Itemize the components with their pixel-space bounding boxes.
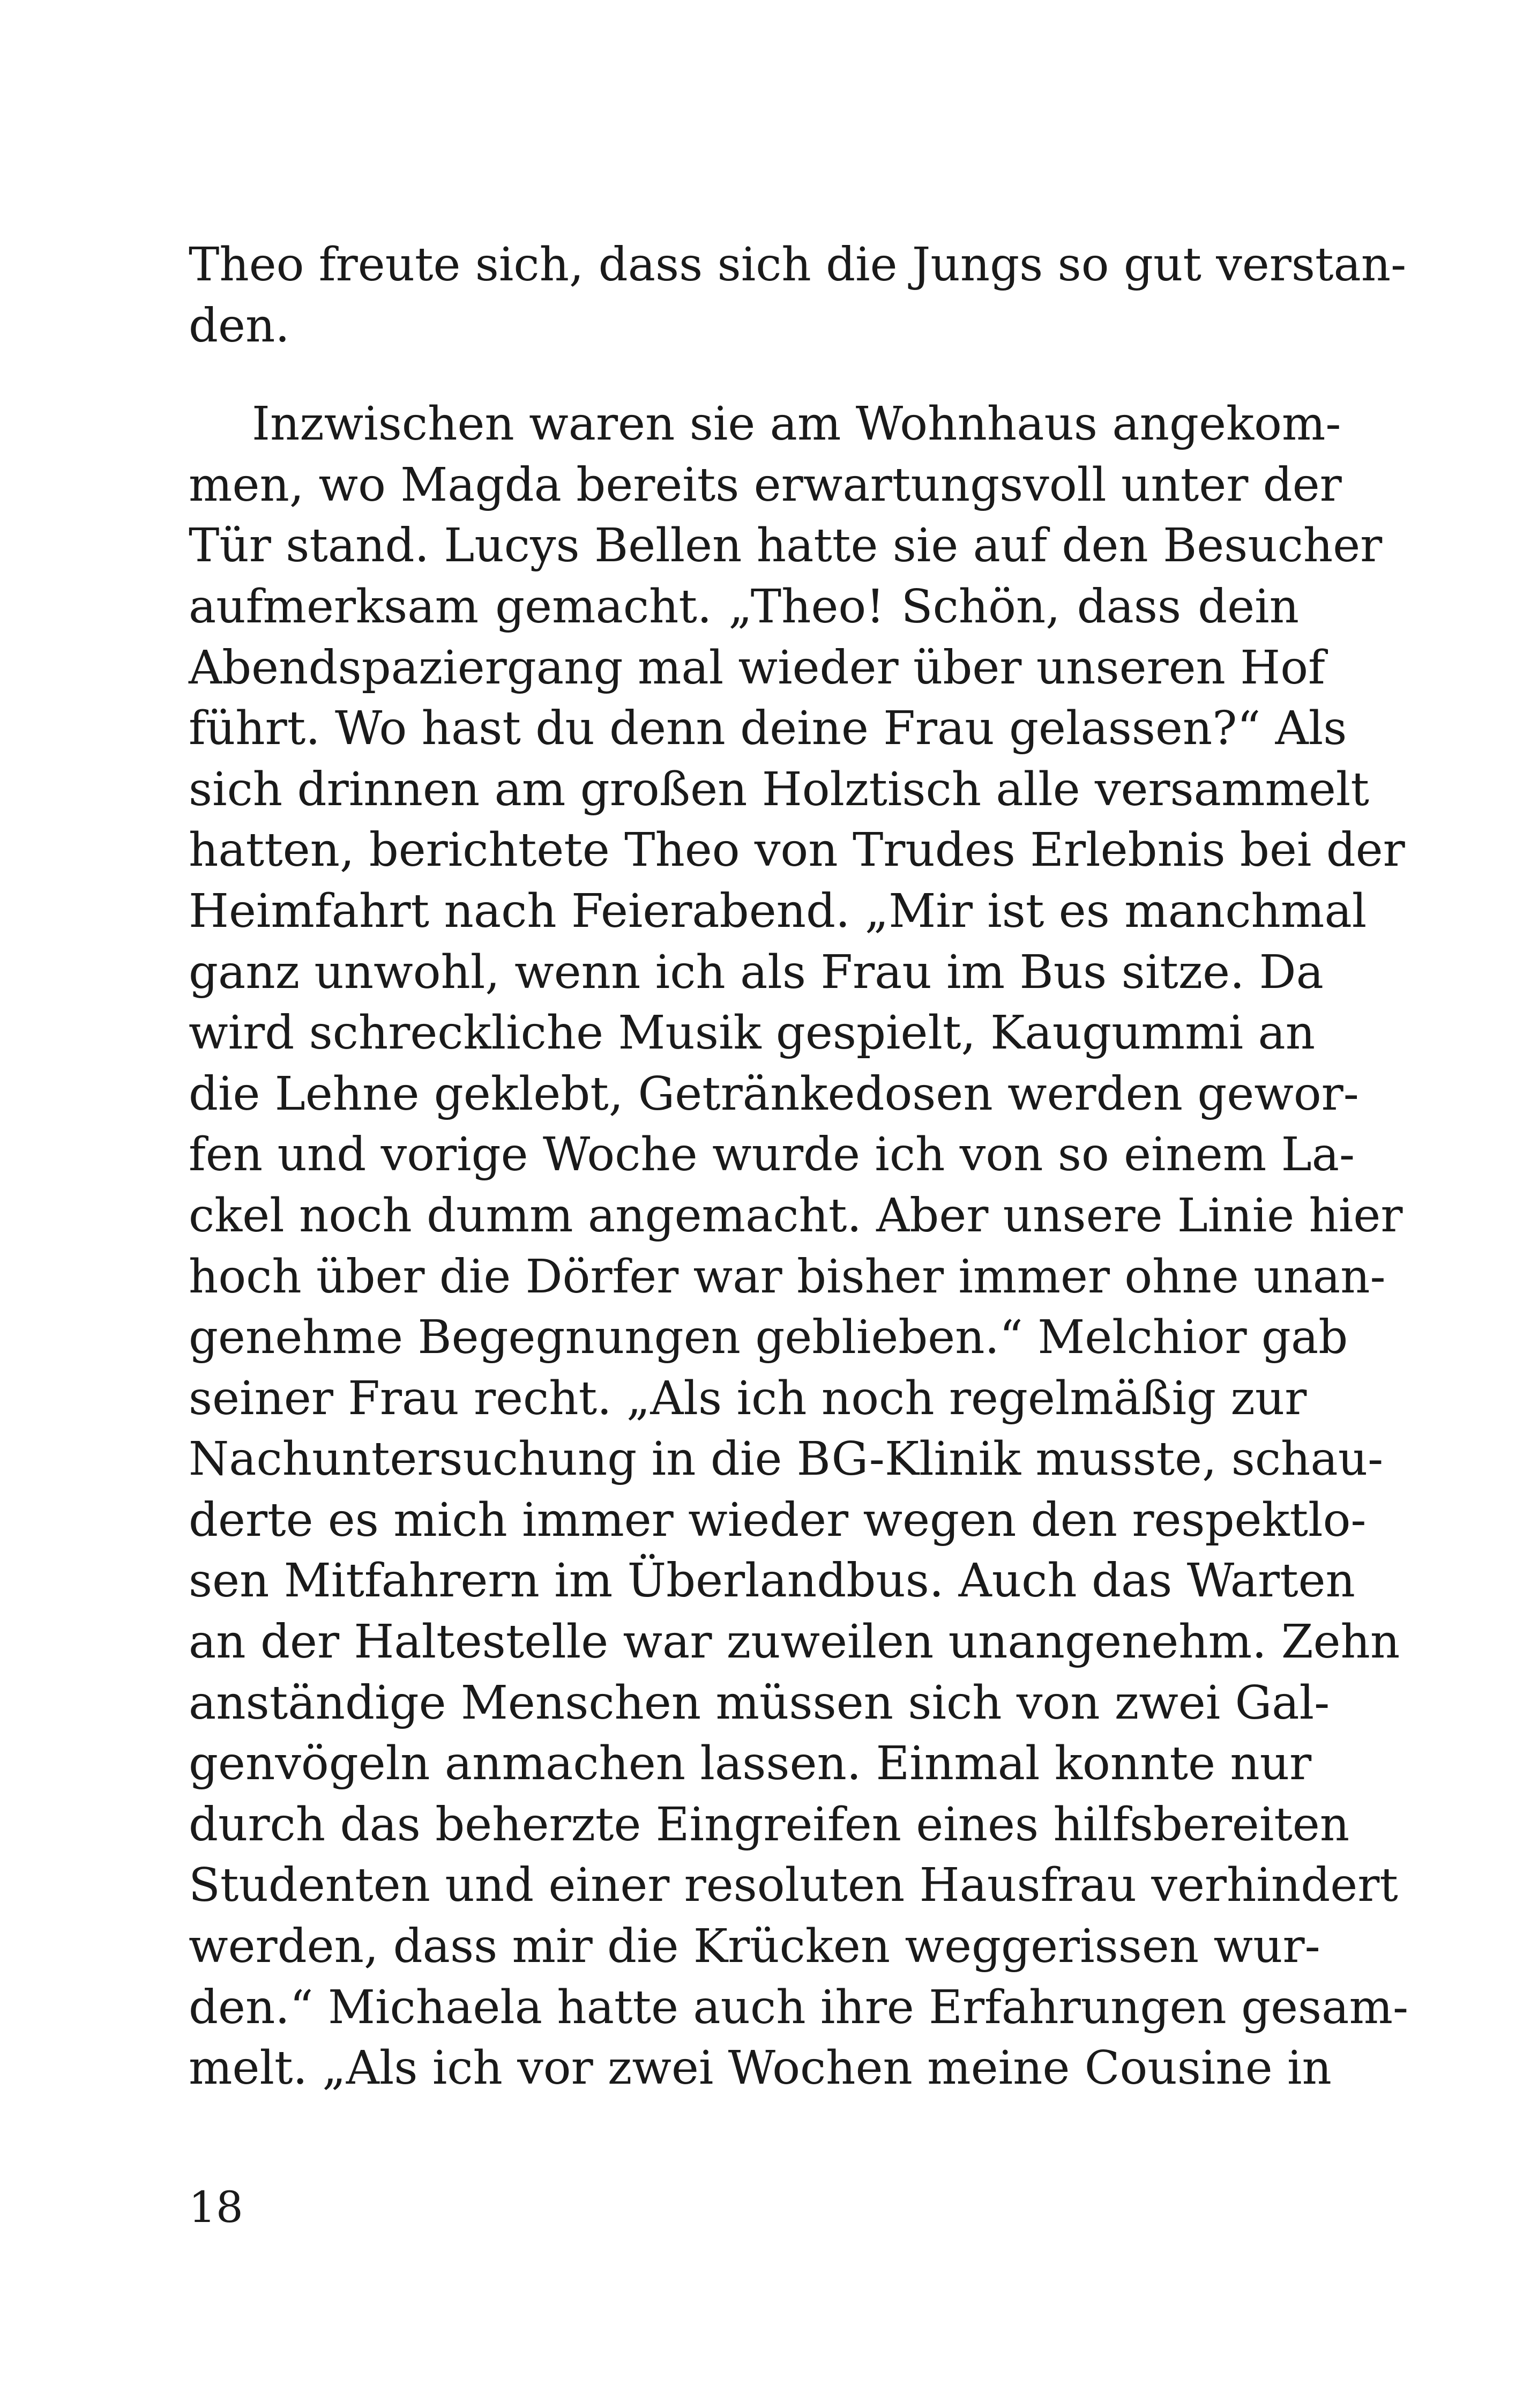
text-line: Heimfahrt nach Feierabend. „Mir ist es manchmal <box>189 884 1367 938</box>
text-line: führt. Wo hast du denn deine Frau gelassen?“ Als <box>189 702 1347 756</box>
paragraph-spacing <box>189 356 1299 394</box>
text-line: durch das beherzte Eingreifen eines hilfsbereiten <box>189 1797 1350 1852</box>
text-line: seiner Frau recht. „Als ich noch regelmäßig zur <box>189 1371 1307 1425</box>
text-line: wird schreckliche Musik gespielt, Kaugummi an <box>189 1006 1316 1060</box>
text-line: men, wo Magda bereits erwartungsvoll unter der <box>189 458 1342 512</box>
text-line: melt. „Als ich vor zwei Wochen meine Cousine in <box>189 2041 1332 2095</box>
text-line: sich drinnen am großen Holztisch alle versammelt <box>189 762 1369 816</box>
text-line: aufmerksam gemacht. „Theo! Schön, dass dein <box>189 579 1299 634</box>
text-line: derte es mich immer wieder wegen den respektlo- <box>189 1493 1367 1547</box>
text-line: Inzwischen waren sie am Wohnhaus angekom- <box>252 397 1341 451</box>
text-line: die Lehne geklebt, Getränkedosen werden gewor- <box>189 1067 1359 1121</box>
text-line: Theo freute sich, dass sich die Jungs so gut verstan- <box>189 238 1407 292</box>
text-line: ckel noch dumm angemacht. Aber unsere Linie hier <box>189 1188 1403 1243</box>
text-line: Abendspaziergang mal wieder über unseren Hof <box>189 641 1325 695</box>
text-line: den. <box>189 299 290 353</box>
text-line: hoch über die Dörfer war bisher immer ohne unan- <box>189 1250 1386 1304</box>
text-line: Tür stand. Lucys Bellen hatte sie auf den Besucher <box>189 519 1383 573</box>
text-line: den.“ Michaela hatte auch ihre Erfahrungen gesam- <box>189 1980 1409 2034</box>
page-number: 18 <box>189 2182 243 2232</box>
text-line: werden, dass mir die Krücken weggerissen wur- <box>189 1920 1320 1974</box>
text-line: Nachuntersuchung in die BG-Klinik musste, schau- <box>189 1432 1384 1487</box>
text-line: genvögeln anmachen lassen. Einmal konnte nur <box>189 1737 1312 1791</box>
paragraph <box>189 235 1407 356</box>
text-line: genehme Begegnungen geblieben.“ Melchior gab <box>189 1311 1348 1365</box>
text-line: sen Mitfahrern im Überlandbus. Auch das Warten <box>189 1554 1355 1608</box>
text-line: fen und vorige Woche wurde ich von so einem La- <box>189 1128 1355 1182</box>
text-line: anständige Menschen müssen sich von zwei Gal- <box>189 1676 1330 1730</box>
paragraph <box>189 394 1409 2099</box>
text-line: hatten, berichtete Theo von Trudes Erlebnis bei der <box>189 823 1405 878</box>
text-line: an der Haltestelle war zuweilen unangenehm. Zehn <box>189 1615 1400 1669</box>
text-line: ganz unwohl, wenn ich als Frau im Bus sitze. Da <box>189 945 1324 999</box>
body-text <box>189 235 1409 2099</box>
text-line: Studenten und einer resoluten Hausfrau verhindert <box>189 1859 1398 1913</box>
